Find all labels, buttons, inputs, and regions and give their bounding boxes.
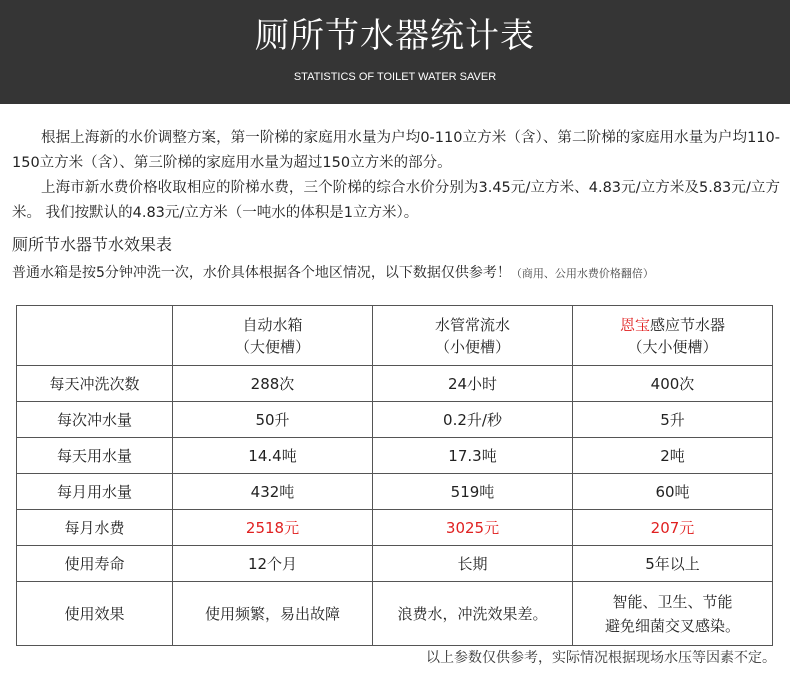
table-cell: 60吨 xyxy=(573,474,773,510)
table-cell: 12个月 xyxy=(173,546,373,582)
table-row-effect xyxy=(17,582,773,646)
table-row-monthly-fee xyxy=(17,510,773,546)
section-title: 厕所节水器节水效果表 xyxy=(12,235,173,254)
table-cell-fee: 2518元 xyxy=(173,510,373,546)
table-cell: 50升 xyxy=(173,402,373,438)
row-label: 每月水费 xyxy=(17,510,173,546)
table-header-row xyxy=(17,306,773,366)
header-banner xyxy=(0,0,790,104)
table-cell: 浪费水，冲洗效果差。 xyxy=(373,582,573,646)
table-cell: 400次 xyxy=(573,366,773,402)
note-main: 普通水箱是按5分钟冲洗一次，水价具体根据各个地区情况，以下数据仅供参考！ xyxy=(12,265,511,281)
row-label: 每次冲水量 xyxy=(17,402,173,438)
table-cell: 长期 xyxy=(373,546,573,582)
table-cell: 0.2升/秒 xyxy=(373,402,573,438)
table-cell-fee: 207元 xyxy=(573,510,773,546)
row-label: 每天用水量 xyxy=(17,438,173,474)
note-small: （商用、公用水费价格翻倍） xyxy=(510,267,654,280)
table-cell: 使用频繁，易出故障 xyxy=(173,582,373,646)
header-cell-auto-tank: 自动水箱 （大便槽） xyxy=(173,306,373,366)
header-sensor-label: 感应节水器 xyxy=(650,315,726,334)
intro-paragraph-2: 上海市新水费价格收取相应的阶梯水费，三个阶梯的综合水价分别为3.45元/立方米、4.83元/立方米及5.83元/立方米。 我们按默认的4.83元/立方米（一吨水的体积是1立方米）。 xyxy=(12,180,780,221)
table-cell: 5升 xyxy=(573,402,773,438)
table-cell: 17.3吨 xyxy=(373,438,573,474)
intro-paragraph-1: 根据上海新的水价调整方案，第一阶梯的家庭用水量为户均0-110立方米（含）、第二阶梯的家庭用水量为户均110-150立方米（含）、第三阶梯的家庭用水量为超过150立方米的部分。 xyxy=(12,130,780,171)
brand-name: 恩宝 xyxy=(619,315,650,334)
table-cell-fee: 3025元 xyxy=(373,510,573,546)
table-row xyxy=(17,546,773,582)
table-row xyxy=(17,402,773,438)
page-title: 厕所节水器统计表 xyxy=(255,16,535,56)
table-row xyxy=(17,366,773,402)
row-label: 使用效果 xyxy=(17,582,173,646)
page-subtitle: STATISTICS OF TOILET WATER SAVER xyxy=(293,71,497,83)
intro-text xyxy=(12,126,780,226)
table-cell-effect-sensor: 智能、卫生、节能 避免细菌交叉感染。 xyxy=(573,582,773,646)
row-label: 每天冲洗次数 xyxy=(17,366,173,402)
table-cell: 519吨 xyxy=(373,474,573,510)
header-cell-running-water: 水管常流水 （小便槽） xyxy=(373,306,573,366)
note-line xyxy=(12,262,654,285)
table-cell: 24小时 xyxy=(373,366,573,402)
row-label: 每月用水量 xyxy=(17,474,173,510)
row-label: 使用寿命 xyxy=(17,546,173,582)
table-cell: 432吨 xyxy=(173,474,373,510)
table-cell: 288次 xyxy=(173,366,373,402)
footnote: 以上参数仅供参考，实际情况根据现场水压等因素不定。 xyxy=(426,650,776,666)
table-row xyxy=(17,474,773,510)
table-cell: 5年以上 xyxy=(573,546,773,582)
table-cell: 2吨 xyxy=(573,438,773,474)
table-cell: 14.4吨 xyxy=(173,438,373,474)
header-corner-cell xyxy=(17,306,173,366)
header-cell-sensor-saver: 恩宝感应节水器 （大小便槽） xyxy=(573,306,773,366)
table-row xyxy=(17,438,773,474)
comparison-table xyxy=(16,305,773,646)
